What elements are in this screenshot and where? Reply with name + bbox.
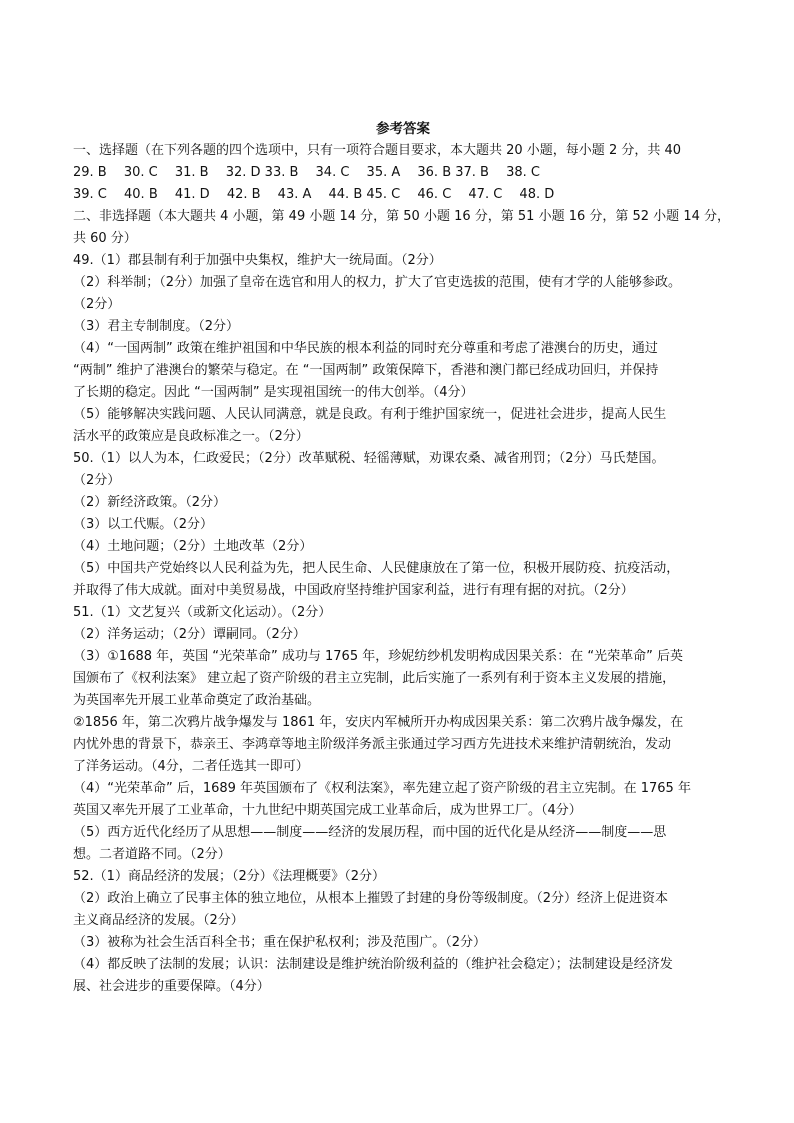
text-line: （4）“光荣革命” 后，1689 年英国颁布了《权利法案》，率先建立起了资产阶级的君主立宪制。在 1765 年 xyxy=(73,781,691,796)
text-line: 英国又率先开展了工业革命，十九世纪中期英国完成工业革命后，成为世界工厂。（4分） xyxy=(73,803,582,818)
answer-document xyxy=(73,118,733,998)
text-line: 国颁布了《权利法案》 建立起了资产阶级的君主立宪制，此后实施了一系列有利于资本主义发展的措施， xyxy=(73,671,676,686)
text-line: （5）西方近代化经历了从思想——制度——经济的发展历程，而中国的近代化是从经济——制度——思 xyxy=(73,825,667,840)
text-line: （2）科举制；（2分）加强了皇帝在选官和用人的权力，扩大了官吏选拔的范围，使有才学的人能够参政。 xyxy=(73,275,682,290)
text-line: 为英国率先开展工业革命奠定了政治基础。 xyxy=(73,693,321,708)
text-line: （3）以工代赈。（2分） xyxy=(73,517,214,532)
text-line: ②1856 年，第二次鸦片战争爆发与 1861 年，安庆内军械所开办构成因果关系：第二次鸦片战争爆发，在 xyxy=(73,715,684,730)
text-line: （2）新经济政策。（2分） xyxy=(73,495,227,510)
text-line: “两制” 维护了港澳台的繁荣与稳定。在 “一国两制” 政策保障下，香港和澳门都已经成功回归，并保持 xyxy=(73,363,659,378)
text-line: 想。二者道路不同。（2分） xyxy=(73,847,231,862)
text-line: （3）君主专制制度。（2分） xyxy=(73,319,240,334)
text-line: 并取得了伟大成就。面对中美贸易战，中国政府坚持维护国家利益，进行有理有据的对抗。（2分） xyxy=(73,583,634,598)
text-line: （3）①1688 年，英国 “光荣革命” 成功与 1765 年，珍妮纺纱机发明构成因果关系：在 “光荣革命” 后英 xyxy=(73,649,683,664)
text-line: 50.（1）以人为本，仁政爱民；（2分）改革赋税、轻徭薄赋，劝课农桑、减省刑罚；（2分）马氏楚国。 xyxy=(73,451,665,466)
text-line: （4）都反映了法制的发展；认识：法制建设是维护统治阶级利益的（维护社会稳定）；法制建设是经济发 xyxy=(73,957,673,972)
text-line: 49.（1）郡县制有利于加强中央集权，维护大一统局面。（2分） xyxy=(73,253,442,268)
text-line: 29. B 30. C 31. B 32. D 33. B 34. C 35. A 36. B 37. B 38. C xyxy=(73,165,540,180)
text-line: （5）中国共产党始终以人民利益为先，把人民生命、人民健康放在了第一位，积极开展防疫、抗疫活动， xyxy=(73,561,680,576)
text-line: 二、非选择题（本大题共 4 小题，第 49 小题 14 分，第 50 小题 16 分，第 51 小题 16 分，第 52 小题 14 分， xyxy=(73,209,730,224)
text-line: 展、社会进步的重要保障。（4分） xyxy=(73,979,270,994)
text-line: 主义商品经济的发展。（2分） xyxy=(73,913,244,928)
text-line: （2）洋务运动；（2分）谭嗣同。（2分） xyxy=(73,627,306,642)
text-line: 共 60 分） xyxy=(73,231,137,246)
text-line: （2分） xyxy=(73,473,121,488)
text-line: （3）被称为社会生活百科全书；重在保护私权利；涉及范围广。（2分） xyxy=(73,935,487,950)
text-line: 了长期的稳定。因此 “一国两制” 是实现祖国统一的伟大创举。（4分） xyxy=(73,385,474,400)
text-line: 一、选择题（在下列各题的四个选项中，只有一项符合题目要求，本大题共 20 小题，每小题 2 分，共 40 xyxy=(73,143,682,158)
text-line: 内忧外患的背景下，恭亲王、李鸿章等地主阶级洋务派主张通过学习西方先进技术来维护清朝统治，发动 xyxy=(73,737,672,752)
text-line: （5）能够解决实践问题、人民认同满意，就是良政。有利于维护国家统一，促进社会进步，提高人民生 xyxy=(73,407,667,422)
text-line: 52.（1）商品经济的发展；（2分）《法理概要》（2分） xyxy=(73,869,385,884)
page-title: 参考答案 xyxy=(376,121,430,137)
text-line: （2）政治上确立了民事主体的独立地位，从根本上摧毁了封建的身份等级制度。（2分）经济上促进资本 xyxy=(73,891,669,906)
text-line: 了洋务运动。（4分，二者任选其一即可） xyxy=(73,759,309,774)
text-line: 活水平的政策应是良政标准之一。（2分） xyxy=(73,429,309,444)
text-line: 39. C 40. B 41. D 42. B 43. A 44. B 45. C 46. C 47. C 48. D xyxy=(73,187,555,202)
text-line: （4）土地问题；（2分）土地改革（2分） xyxy=(73,539,313,554)
text-line: （2分） xyxy=(73,297,121,312)
text-line: （4）“一国两制” 政策在维护祖国和中华民族的根本利益的同时充分尊重和考虑了港澳台的历史，通过 xyxy=(73,341,658,356)
text-line: 51.（1）文艺复兴（或新文化运动）。（2分） xyxy=(73,605,332,620)
